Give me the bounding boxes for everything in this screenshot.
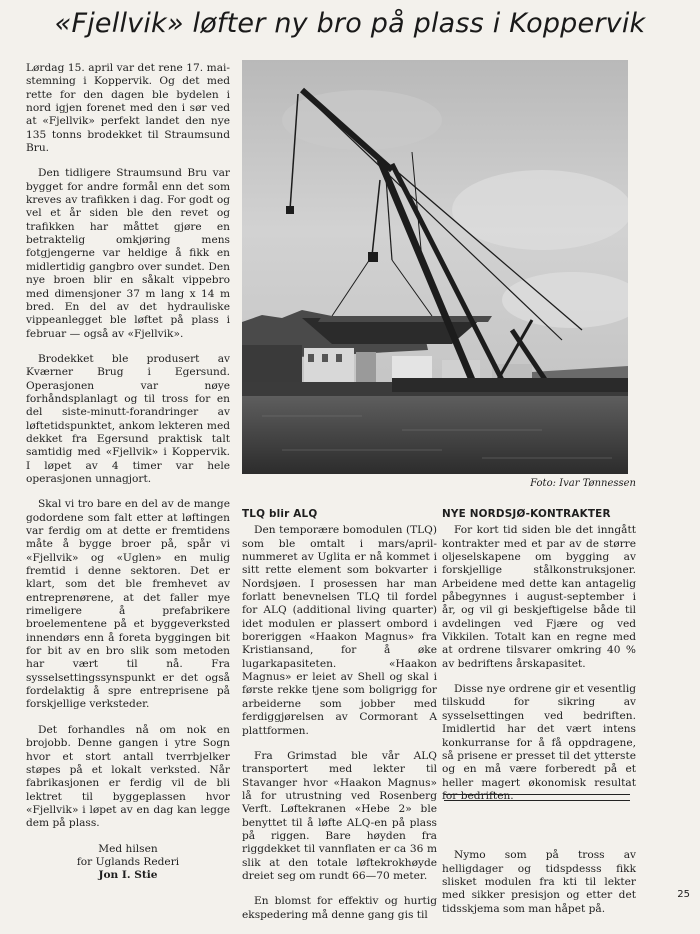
middle-column [242,508,437,934]
section-heading: NYE NORDSJØ-KONTRAKTER [442,508,611,520]
photo-caption: Foto: Ivar Tønnessen [530,478,636,489]
paragraph: Den temporære bomodulen (TLQ) som ble omtalt i mars/april-nummeret av Uglita er nå kommet i sitt rette element som bokvarter i Nordsjøen. I prosessen har man forlatt benevnelsen TLQ til fordel for ALQ (additional living quarter) idet modulen er plassert ombord i boreriggen «Haakon Magnus» fra Kristiansand, for å øke lugarkapasiteten. «Haakon Magnus» er leiet av Shell og skal i første rekke tjene som boligrigg for arbeiderne som jobber med ferdiggjørelsen av Cormorant A plattformen. [242,524,437,737]
divider-rule [444,794,630,795]
paragraph: Det forhandles nå om nok en brojobb. Denne gangen i ytre Sogn hvor et stort antall tverrbjelker støpes på et lokalt verksted. Når fabrikasjonen er ferdig vil de bli lektret til byggeplassen hvor «Fjellvik» i løpet av en dag kan legge dem på plass. [26,723,230,830]
signoff-company: for Uglands Rederi [76,855,180,868]
crane-barge-photo [242,60,628,474]
paragraph: Fra Grimstad ble vår ALQ transportert med lekter til Stavanger hvor «Haakon Magnus» lå for utrustning ved Rosenberg Verft. Løftekranen «Hebe 2» ble benyttet til å løfte ALQ-en på plass på riggen. Bare høyden fra riggdekket til vannflaten er ca 36 m slik at den totale løftekrokhøyde dreiet seg om rundt 66—70 meter. [242,749,437,882]
headline: «Fjellvik» løfter ny bro på plass i Koppervik [54,8,646,39]
paragraph: Den tidligere Straumsund Bru var bygget for andre formål enn det som kreves av trafikken i dag. For godt og vel et år siden ble den revet og trafikken har måttet gjøre en betraktelig omkjøring mens fotgjengerne var heldige å fikk en midlertidig gangbro over sundet. Den nye broen blir en såkalt vippebro med dimensjoner 37 m lang x 14 m bred. En del av det hydrauliske vippeanlegget ble løftet på plass i februar — også av «Fjellvik». [26,167,230,340]
signoff-author: Jon I. Stie [98,869,158,882]
page-number: 25 [677,889,690,900]
paragraph: Lørdag 15. april var det rene 17. mai-stemning i Koppervik. Og det med rette for den dagen ble bydelen i nord igjen forenet med den i sør ved at «Fjellvik» perfekt landet den nye 135 tonns brodekket til Straumsund Bru. [26,62,230,155]
paragraph: Disse nye ordrene gir et vesentlig tilskudd for sikring av sysselsettingen ved bedriften. Imidlertid har det vært intens konkurranse for å få oppdragene, så prisene er presset til det ytterste og en må være forberedt på et heller magert økonomisk resultat for bedriften. [442,683,636,802]
paragraph: Brodekket ble produsert av Kværner Brug i Egersund. Operasjonen var nøye forhåndsplanlagt og til tross for en del siste-minutt-forandringer av løftetidspunktet, ankom lekteren med dekket fra Egersund praktisk talt samtidig med «Fjellvik» i Koppervik. I løpet av 4 timer var hele operasjonen unnagjort. [26,352,230,485]
rule-spacer [442,815,636,849]
paragraph: En blomst for effektiv og hurtig ekspedering må denne gang gis til [242,895,437,921]
section-heading: TLQ blir ALQ [242,508,318,520]
signoff [26,843,230,883]
divider-rule [444,800,630,801]
left-column [26,62,230,883]
signoff-greeting: Med hilsen [98,842,158,855]
paragraph: Nymo som på tross av helligdager og tidspdesss fikk slisket modulen fra kti til lekter med sikker presisjon og etter det tidsskjema som man håpet på. [442,849,636,915]
paragraph: Skal vi tro bare en del av de mange godordene som falt etter at løftingen var ferdig om at dette er fremtidens måte å bygge broer på, spår vi «Fjellvik» og «Uglen» en mulig fremtid i denne sektoren. Det er klart, som det ble fremhevet av entreprenørene, at det faller mye rimeligere å prefabrikere broelementene på et byggeverksted innendørs enn å foreta byggingen bit for bit av en bro slik som metoden har vært til nå. Fra sysselsettingssynspunkt er det også fordelaktig å spre entreprisene på forskjellige verksteder. [26,498,230,711]
right-column [442,508,636,928]
paragraph: For kort tid siden ble det inngått kontrakter med et par av de større oljeselskapene om bygging av forskjellige stålkonstruksjoner. Arbeidene med dette kan antagelig påbegynnes i august-september i år, og vil gi beskjeftigelse både til avdelingen ved Fjære og ved Vikkilen. Totalt kan en regne med at ordrene tilsvarer omkring 40 % av bedriftens årskapasitet. [442,524,636,670]
